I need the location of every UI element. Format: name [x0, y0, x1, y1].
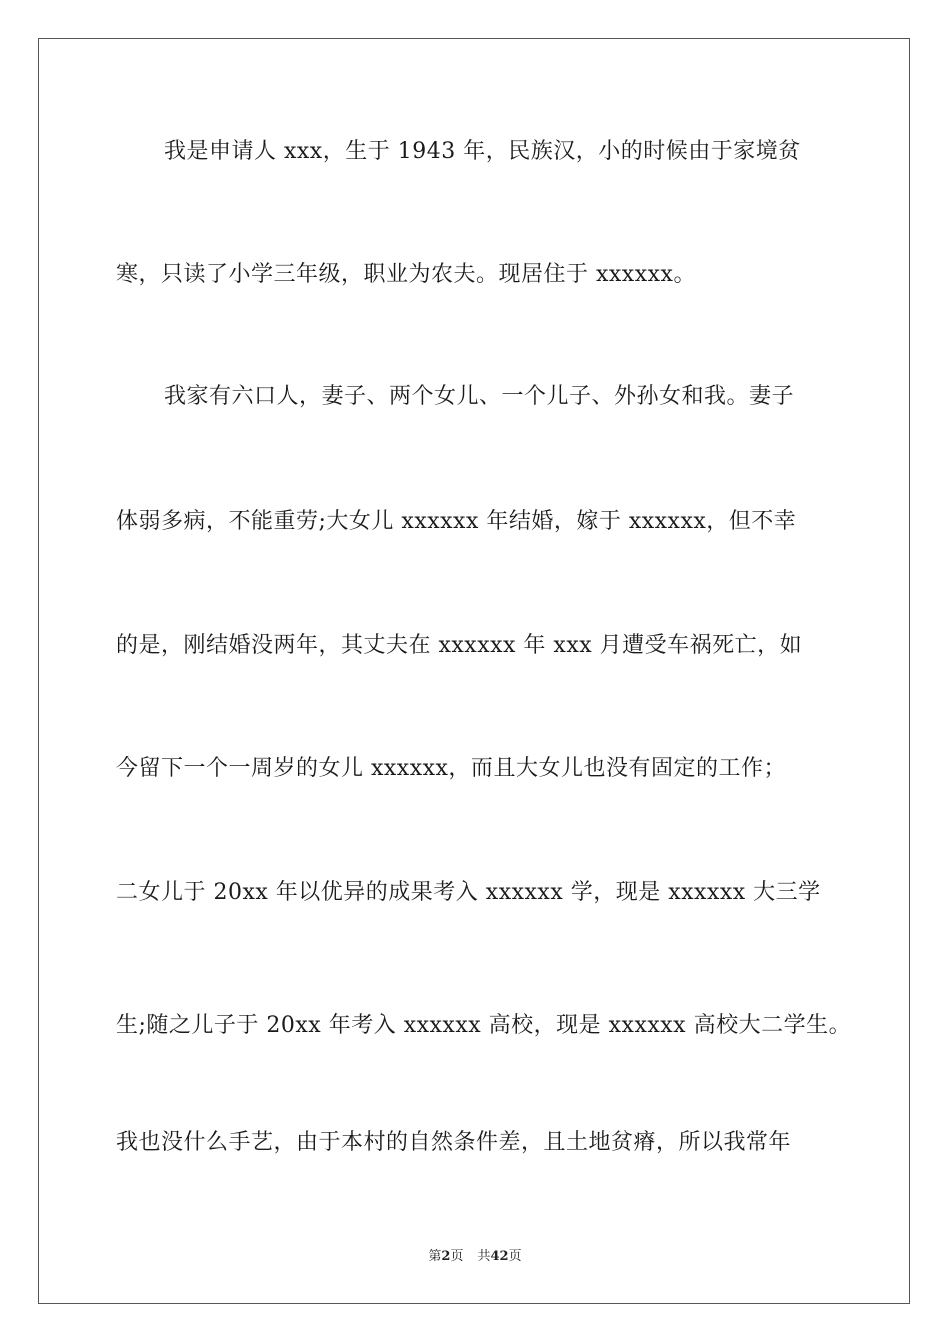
- page-prefix: 第: [428, 1249, 442, 1264]
- total-suffix: 页: [508, 1249, 522, 1264]
- total-prefix: 共: [477, 1249, 491, 1264]
- paragraph-2-line-2: 体弱多病，不能重劳;大女儿 xxxxxx 年结婚，嫁于 xxxxxx，但不幸: [116, 509, 797, 534]
- paragraph-2-line-5: 二女儿于 20xx 年以优异的成果考入 xxxxxx 学，现是 xxxxxx 大三学: [116, 880, 821, 905]
- page-number: 2: [441, 1249, 451, 1264]
- paragraph-2-line-7: 我也没什么手艺，由于本村的自然条件差，且土地贫瘠，所以我常年: [116, 1130, 792, 1155]
- paragraph-1-line-2: 寒，只读了小学三年级，职业为农夫。现居住于 xxxxxx。: [116, 262, 696, 287]
- paragraph-2-line-3: 的是，刚结婚没两年，其丈夫在 xxxxxx 年 xxx 月遭受车祸死亡，如: [116, 633, 803, 658]
- paragraph-1-line-1: 我是申请人 xxx，生于 1943 年，民族汉，小的时候由于家境贫: [164, 139, 801, 164]
- page-suffix: 页: [450, 1249, 464, 1264]
- paragraph-2-line-1: 我家有六口人，妻子、两个女儿、一个儿子、外孙女和我。妻子: [164, 384, 795, 409]
- paragraph-2-line-4: 今留下一个一周岁的女儿 xxxxxx，而且大女儿也没有固定的工作；: [116, 756, 786, 781]
- total-pages: 42: [490, 1249, 509, 1264]
- paragraph-2-line-6: 生;随之儿子于 20xx 年考入 xxxxxx 高校，现是 xxxxxx 高校大二学生。: [116, 1013, 852, 1038]
- page-border: [38, 38, 910, 1304]
- page-footer: [0, 1245, 950, 1264]
